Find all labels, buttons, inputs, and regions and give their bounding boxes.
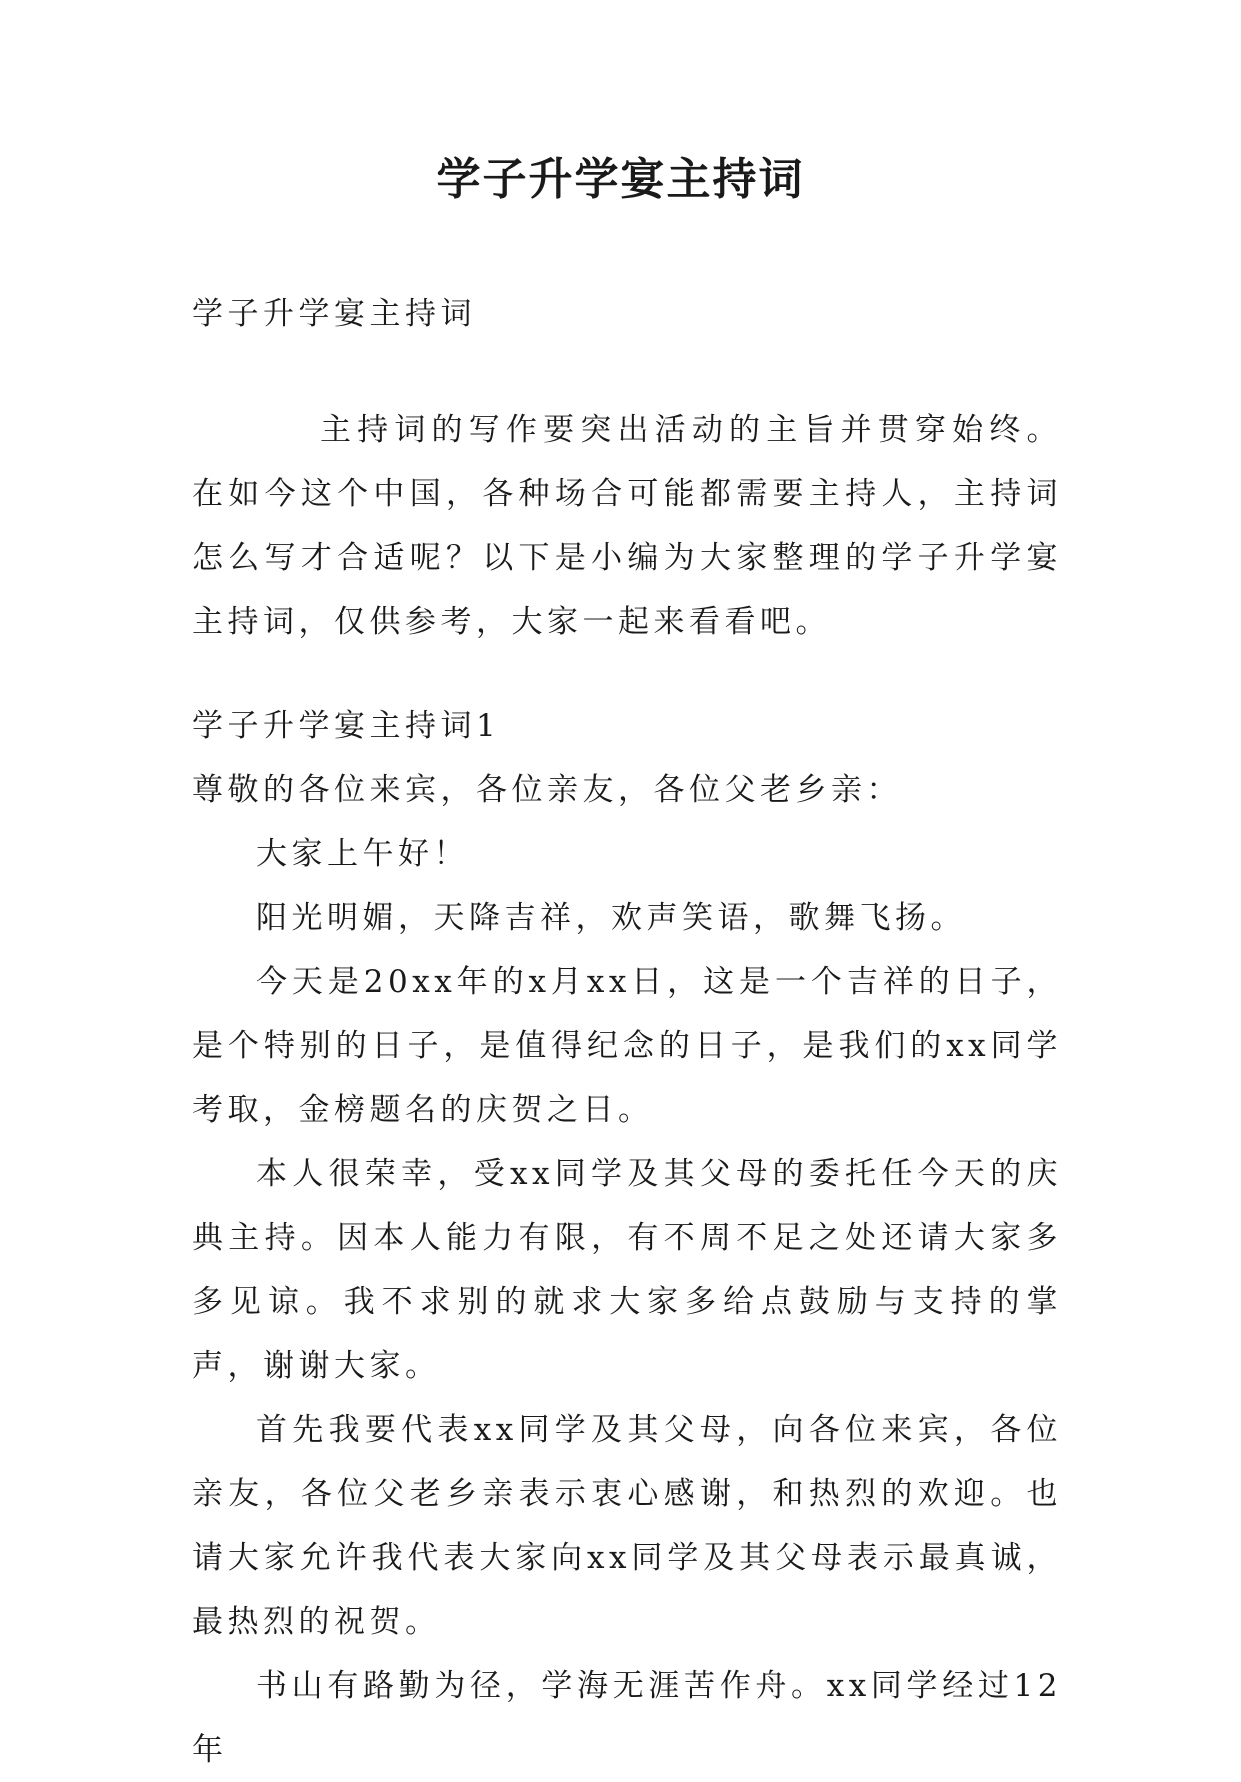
intro-paragraph: 主持词的写作要突出活动的主旨并贯穿始终。在如今这个中国，各种场合可能都需要主持人，主持词怎么写才合适呢？以下是小编为大家整理的学子升学宴主持词，仅供参考，大家一起来看看吧。: [192, 412, 1062, 640]
speech-paragraph: 大家上午好！: [256, 836, 469, 872]
speech-paragraph: 首先我要代表xx同学及其父母，向各位来宾，各位亲友，各位父老乡亲表示衷心感谢，和热烈的欢迎。也请大家允许我代表大家向xx同学及其父母表示最真诚，最热烈的祝贺。: [192, 1412, 1062, 1640]
speech-paragraph: 本人很荣幸，受xx同学及其父母的委托任今天的庆典主持。因本人能力有限，有不周不足之处还请大家多多见谅。我不求别的就求大家多给点鼓励与支持的掌声，谢谢大家。: [192, 1156, 1062, 1384]
speech-section: [192, 694, 1062, 1782]
section-heading: 学子升学宴主持词1: [192, 708, 501, 744]
document-title: 学子升学宴主持词: [436, 154, 805, 205]
speech-paragraph: 书山有路勤为径，学海无涯苦作舟。xx同学经过12年: [192, 1668, 1062, 1768]
document-subtitle: 学子升学宴主持词: [192, 296, 476, 332]
speech-paragraph: 今天是20xx年的x月xx日，这是一个吉祥的日子，是个特别的日子，是值得纪念的日子，是我们的xx同学考取，金榜题名的庆贺之日。: [192, 964, 1062, 1128]
speech-paragraph: 阳光明媚，天降吉祥，欢声笑语，歌舞飞扬。: [256, 900, 966, 936]
salutation: 尊敬的各位来宾，各位亲友，各位父老乡亲：: [192, 772, 902, 808]
